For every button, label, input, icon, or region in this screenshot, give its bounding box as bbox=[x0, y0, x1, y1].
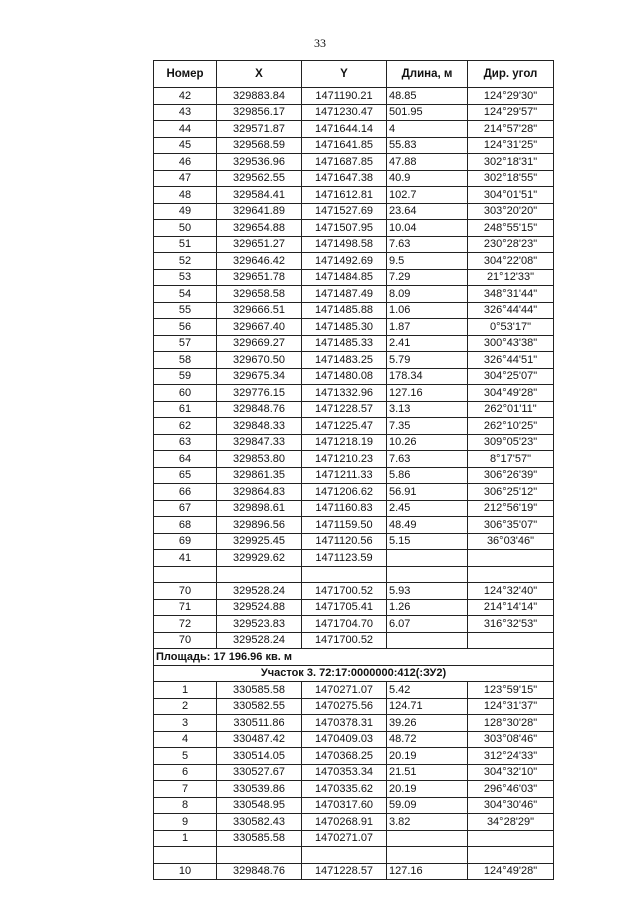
cell-number: 6 bbox=[154, 764, 217, 781]
cell-y: 1471705.41 bbox=[302, 599, 387, 616]
table-body bbox=[154, 88, 554, 880]
cell-y: 1471700.52 bbox=[302, 583, 387, 600]
cell-angle: 296°46'03" bbox=[468, 781, 554, 798]
cell-y: 1471507.95 bbox=[302, 220, 387, 237]
cell-x: 330511.86 bbox=[217, 715, 302, 732]
cell-number: 55 bbox=[154, 302, 217, 319]
table-row bbox=[154, 863, 554, 880]
cell-x: 329528.24 bbox=[217, 583, 302, 600]
cell-length: 59.09 bbox=[387, 797, 468, 814]
cell-y: 1470353.34 bbox=[302, 764, 387, 781]
cell-number: 9 bbox=[154, 814, 217, 831]
table-row bbox=[154, 830, 554, 847]
table-row bbox=[154, 418, 554, 435]
cell-x: 329646.42 bbox=[217, 253, 302, 270]
cell-angle: 124°31'37" bbox=[468, 698, 554, 715]
cell-y: 1470268.91 bbox=[302, 814, 387, 831]
cell-length: 1.87 bbox=[387, 319, 468, 336]
cell-y: 1471159.50 bbox=[302, 517, 387, 534]
blank-cell bbox=[468, 566, 554, 583]
cell-angle: 124°32'40" bbox=[468, 583, 554, 600]
cell-y: 1471228.57 bbox=[302, 863, 387, 880]
cell-length bbox=[387, 632, 468, 649]
cell-x: 330487.42 bbox=[217, 731, 302, 748]
cell-x: 329848.33 bbox=[217, 418, 302, 435]
table-row bbox=[154, 731, 554, 748]
cell-angle bbox=[468, 632, 554, 649]
cell-angle: 326°44'44" bbox=[468, 302, 554, 319]
cell-length: 127.16 bbox=[387, 385, 468, 402]
table-row bbox=[154, 220, 554, 237]
cell-length: 7.63 bbox=[387, 236, 468, 253]
cell-number: 69 bbox=[154, 533, 217, 550]
cell-number: 66 bbox=[154, 484, 217, 501]
cell-y: 1471527.69 bbox=[302, 203, 387, 220]
cell-x: 330548.95 bbox=[217, 797, 302, 814]
cell-angle: 304°49'28" bbox=[468, 385, 554, 402]
cell-y: 1471492.69 bbox=[302, 253, 387, 270]
cell-angle: 262°10'25" bbox=[468, 418, 554, 435]
cell-number: 5 bbox=[154, 748, 217, 765]
cell-length: 48.85 bbox=[387, 88, 468, 105]
table-row bbox=[154, 451, 554, 468]
cell-number: 47 bbox=[154, 170, 217, 187]
cell-number: 67 bbox=[154, 500, 217, 517]
cell-angle: 302°18'55" bbox=[468, 170, 554, 187]
cell-x: 329669.27 bbox=[217, 335, 302, 352]
table-row bbox=[154, 88, 554, 105]
table-row bbox=[154, 434, 554, 451]
cell-length: 1.06 bbox=[387, 302, 468, 319]
cell-x: 329861.35 bbox=[217, 467, 302, 484]
cell-x: 330585.58 bbox=[217, 682, 302, 699]
header-number: Номер bbox=[154, 61, 217, 88]
cell-length: 20.19 bbox=[387, 781, 468, 798]
cell-number: 49 bbox=[154, 203, 217, 220]
cell-length: 39.26 bbox=[387, 715, 468, 732]
cell-y: 1471484.85 bbox=[302, 269, 387, 286]
table-row bbox=[154, 632, 554, 649]
cell-angle: 123°59'15" bbox=[468, 682, 554, 699]
cell-length: 3.82 bbox=[387, 814, 468, 831]
cell-x: 329562.55 bbox=[217, 170, 302, 187]
blank-cell bbox=[154, 566, 217, 583]
cell-x: 329536.96 bbox=[217, 154, 302, 171]
cell-y: 1470335.62 bbox=[302, 781, 387, 798]
table-row bbox=[154, 170, 554, 187]
cell-y: 1471218.19 bbox=[302, 434, 387, 451]
cell-x: 329667.40 bbox=[217, 319, 302, 336]
blank-cell bbox=[387, 566, 468, 583]
page-number: 33 bbox=[314, 36, 326, 50]
cell-angle: 348°31'44" bbox=[468, 286, 554, 303]
cell-length: 501.95 bbox=[387, 104, 468, 121]
table-row bbox=[154, 236, 554, 253]
cell-angle: 309°05'23" bbox=[468, 434, 554, 451]
cell-x: 329675.34 bbox=[217, 368, 302, 385]
cell-angle: 304°22'08" bbox=[468, 253, 554, 270]
cell-y: 1471228.57 bbox=[302, 401, 387, 418]
table-row bbox=[154, 269, 554, 286]
cell-number: 72 bbox=[154, 616, 217, 633]
cell-length bbox=[387, 830, 468, 847]
table-row bbox=[154, 484, 554, 501]
cell-y: 1471487.49 bbox=[302, 286, 387, 303]
cell-y: 1470368.25 bbox=[302, 748, 387, 765]
table-row bbox=[154, 467, 554, 484]
cell-length bbox=[387, 550, 468, 567]
cell-number: 42 bbox=[154, 88, 217, 105]
cell-x: 329856.17 bbox=[217, 104, 302, 121]
cell-y: 1470271.07 bbox=[302, 682, 387, 699]
cell-angle: 306°26'39" bbox=[468, 467, 554, 484]
table-row bbox=[154, 335, 554, 352]
cell-x: 329651.78 bbox=[217, 269, 302, 286]
section-title-row bbox=[154, 665, 554, 682]
table-row bbox=[154, 616, 554, 633]
cell-angle bbox=[468, 550, 554, 567]
cell-x: 329571.87 bbox=[217, 121, 302, 138]
cell-x: 330514.05 bbox=[217, 748, 302, 765]
cell-length: 5.15 bbox=[387, 533, 468, 550]
cell-length: 20.19 bbox=[387, 748, 468, 765]
cell-length: 47.88 bbox=[387, 154, 468, 171]
table-row bbox=[154, 682, 554, 699]
cell-number: 50 bbox=[154, 220, 217, 237]
cell-angle: 306°25'12" bbox=[468, 484, 554, 501]
cell-y: 1470271.07 bbox=[302, 830, 387, 847]
cell-y: 1471332.96 bbox=[302, 385, 387, 402]
table-row bbox=[154, 137, 554, 154]
cell-length: 3.13 bbox=[387, 401, 468, 418]
cell-number: 58 bbox=[154, 352, 217, 369]
cell-number: 57 bbox=[154, 335, 217, 352]
table-row bbox=[154, 385, 554, 402]
cell-number: 8 bbox=[154, 797, 217, 814]
cell-y: 1471641.85 bbox=[302, 137, 387, 154]
cell-length: 8.09 bbox=[387, 286, 468, 303]
cell-number: 4 bbox=[154, 731, 217, 748]
cell-y: 1470378.31 bbox=[302, 715, 387, 732]
cell-number: 52 bbox=[154, 253, 217, 270]
blank-cell bbox=[302, 566, 387, 583]
cell-number: 48 bbox=[154, 187, 217, 204]
cell-length: 5.86 bbox=[387, 467, 468, 484]
cell-number: 71 bbox=[154, 599, 217, 616]
cell-length: 7.35 bbox=[387, 418, 468, 435]
cell-y: 1471644.14 bbox=[302, 121, 387, 138]
cell-x: 329523.83 bbox=[217, 616, 302, 633]
cell-angle: 303°08'46" bbox=[468, 731, 554, 748]
table-row bbox=[154, 748, 554, 765]
cell-number: 1 bbox=[154, 682, 217, 699]
cell-number: 63 bbox=[154, 434, 217, 451]
cell-number: 2 bbox=[154, 698, 217, 715]
area-summary-row bbox=[154, 649, 554, 666]
cell-angle: 304°01'51" bbox=[468, 187, 554, 204]
cell-x: 329670.50 bbox=[217, 352, 302, 369]
cell-x: 330582.55 bbox=[217, 698, 302, 715]
cell-length: 23.64 bbox=[387, 203, 468, 220]
table-row bbox=[154, 500, 554, 517]
cell-y: 1470409.03 bbox=[302, 731, 387, 748]
cell-angle: 304°30'46" bbox=[468, 797, 554, 814]
cell-angle: 212°56'19" bbox=[468, 500, 554, 517]
cell-number: 43 bbox=[154, 104, 217, 121]
cell-y: 1471211.33 bbox=[302, 467, 387, 484]
cell-y: 1471498.58 bbox=[302, 236, 387, 253]
cell-angle: 312°24'33" bbox=[468, 748, 554, 765]
blank-cell bbox=[387, 847, 468, 864]
table-row bbox=[154, 550, 554, 567]
cell-y: 1471206.62 bbox=[302, 484, 387, 501]
table-row bbox=[154, 401, 554, 418]
cell-x: 329848.76 bbox=[217, 863, 302, 880]
cell-number: 56 bbox=[154, 319, 217, 336]
table-row bbox=[154, 352, 554, 369]
blank-cell bbox=[217, 847, 302, 864]
header-x: X bbox=[217, 61, 302, 88]
cell-length: 5.79 bbox=[387, 352, 468, 369]
table-row bbox=[154, 781, 554, 798]
table-row bbox=[154, 764, 554, 781]
cell-x: 329848.76 bbox=[217, 401, 302, 418]
cell-angle: 36°03'46" bbox=[468, 533, 554, 550]
cell-x: 329929.62 bbox=[217, 550, 302, 567]
cell-angle: 214°57'28" bbox=[468, 121, 554, 138]
table-row bbox=[154, 599, 554, 616]
blank-cell bbox=[217, 566, 302, 583]
cell-x: 329898.61 bbox=[217, 500, 302, 517]
cell-x: 329641.89 bbox=[217, 203, 302, 220]
cell-angle: 124°49'28" bbox=[468, 863, 554, 880]
coordinates-table bbox=[153, 60, 554, 880]
cell-length: 127.16 bbox=[387, 863, 468, 880]
cell-length: 5.93 bbox=[387, 583, 468, 600]
table-row bbox=[154, 583, 554, 600]
cell-angle: 304°32'10" bbox=[468, 764, 554, 781]
cell-length: 102.7 bbox=[387, 187, 468, 204]
cell-y: 1471230.47 bbox=[302, 104, 387, 121]
cell-angle bbox=[468, 830, 554, 847]
cell-number: 70 bbox=[154, 583, 217, 600]
cell-y: 1471210.23 bbox=[302, 451, 387, 468]
cell-length: 21.51 bbox=[387, 764, 468, 781]
cell-x: 329584.41 bbox=[217, 187, 302, 204]
cell-number: 10 bbox=[154, 863, 217, 880]
cell-y: 1471612.81 bbox=[302, 187, 387, 204]
table-header-row bbox=[154, 61, 554, 88]
table-row bbox=[154, 286, 554, 303]
table-row bbox=[154, 715, 554, 732]
cell-x: 329666.51 bbox=[217, 302, 302, 319]
cell-number: 46 bbox=[154, 154, 217, 171]
blank-cell bbox=[302, 847, 387, 864]
table-row bbox=[154, 368, 554, 385]
cell-x: 329524.88 bbox=[217, 599, 302, 616]
cell-angle: 230°28'23" bbox=[468, 236, 554, 253]
cell-angle: 34°28'29" bbox=[468, 814, 554, 831]
cell-number: 1 bbox=[154, 830, 217, 847]
cell-length: 48.72 bbox=[387, 731, 468, 748]
cell-angle: 0°53'17" bbox=[468, 319, 554, 336]
cell-x: 329528.24 bbox=[217, 632, 302, 649]
table-row bbox=[154, 253, 554, 270]
cell-angle: 128°30'28" bbox=[468, 715, 554, 732]
cell-y: 1471687.85 bbox=[302, 154, 387, 171]
cell-x: 329864.83 bbox=[217, 484, 302, 501]
cell-x: 329658.58 bbox=[217, 286, 302, 303]
cell-number: 53 bbox=[154, 269, 217, 286]
cell-y: 1471647.38 bbox=[302, 170, 387, 187]
cell-length: 7.29 bbox=[387, 269, 468, 286]
table-row bbox=[154, 187, 554, 204]
table-row bbox=[154, 797, 554, 814]
table-row bbox=[154, 319, 554, 336]
cell-number: 59 bbox=[154, 368, 217, 385]
cell-angle: 124°31'25" bbox=[468, 137, 554, 154]
cell-length: 2.41 bbox=[387, 335, 468, 352]
cell-number: 68 bbox=[154, 517, 217, 534]
table-row bbox=[154, 814, 554, 831]
cell-length: 124.71 bbox=[387, 698, 468, 715]
table-row bbox=[154, 533, 554, 550]
cell-x: 329568.59 bbox=[217, 137, 302, 154]
cell-angle: 248°55'15" bbox=[468, 220, 554, 237]
cell-y: 1471225.47 bbox=[302, 418, 387, 435]
cell-length: 56.91 bbox=[387, 484, 468, 501]
cell-number: 61 bbox=[154, 401, 217, 418]
cell-length: 10.26 bbox=[387, 434, 468, 451]
cell-number: 60 bbox=[154, 385, 217, 402]
cell-length: 1.26 bbox=[387, 599, 468, 616]
cell-angle: 124°29'57" bbox=[468, 104, 554, 121]
cell-length: 178.34 bbox=[387, 368, 468, 385]
header-angle: Дир. угол bbox=[468, 61, 554, 88]
cell-x: 329776.15 bbox=[217, 385, 302, 402]
cell-y: 1471120.56 bbox=[302, 533, 387, 550]
cell-y: 1471704.70 bbox=[302, 616, 387, 633]
section-title: Участок 3. 72:17:0000000:412(:ЗУ2) bbox=[154, 665, 554, 682]
cell-angle: 8°17'57" bbox=[468, 451, 554, 468]
cell-x: 329883.84 bbox=[217, 88, 302, 105]
cell-angle: 306°35'07" bbox=[468, 517, 554, 534]
cell-x: 330539.86 bbox=[217, 781, 302, 798]
cell-x: 330582.43 bbox=[217, 814, 302, 831]
cell-number: 62 bbox=[154, 418, 217, 435]
cell-x: 330527.67 bbox=[217, 764, 302, 781]
table-row bbox=[154, 121, 554, 138]
cell-y: 1470275.56 bbox=[302, 698, 387, 715]
table-row bbox=[154, 517, 554, 534]
cell-y: 1471123.59 bbox=[302, 550, 387, 567]
table-row bbox=[154, 203, 554, 220]
cell-angle: 304°25'07" bbox=[468, 368, 554, 385]
cell-angle: 302°18'31" bbox=[468, 154, 554, 171]
cell-y: 1471160.83 bbox=[302, 500, 387, 517]
cell-length: 2.45 bbox=[387, 500, 468, 517]
blank-cell bbox=[154, 847, 217, 864]
cell-x: 329925.45 bbox=[217, 533, 302, 550]
cell-x: 329654.88 bbox=[217, 220, 302, 237]
cell-x: 329896.56 bbox=[217, 517, 302, 534]
cell-x: 330585.58 bbox=[217, 830, 302, 847]
cell-y: 1471483.25 bbox=[302, 352, 387, 369]
cell-number: 70 bbox=[154, 632, 217, 649]
cell-angle: 21°12'33" bbox=[468, 269, 554, 286]
area-summary: Площадь: 17 196.96 кв. м bbox=[154, 649, 554, 666]
cell-length: 48.49 bbox=[387, 517, 468, 534]
table-row bbox=[154, 104, 554, 121]
blank-row bbox=[154, 566, 554, 583]
cell-angle: 262°01'11" bbox=[468, 401, 554, 418]
cell-angle: 214°14'14" bbox=[468, 599, 554, 616]
table-row bbox=[154, 302, 554, 319]
header-y: Y bbox=[302, 61, 387, 88]
cell-number: 3 bbox=[154, 715, 217, 732]
cell-angle: 300°43'38" bbox=[468, 335, 554, 352]
cell-y: 1471485.30 bbox=[302, 319, 387, 336]
cell-y: 1471700.52 bbox=[302, 632, 387, 649]
cell-length: 4 bbox=[387, 121, 468, 138]
cell-y: 1470317.60 bbox=[302, 797, 387, 814]
table-row bbox=[154, 698, 554, 715]
cell-number: 51 bbox=[154, 236, 217, 253]
cell-length: 40.9 bbox=[387, 170, 468, 187]
cell-x: 329853.80 bbox=[217, 451, 302, 468]
cell-number: 44 bbox=[154, 121, 217, 138]
cell-number: 41 bbox=[154, 550, 217, 567]
cell-y: 1471485.88 bbox=[302, 302, 387, 319]
cell-number: 65 bbox=[154, 467, 217, 484]
header-length: Длина, м bbox=[387, 61, 468, 88]
cell-x: 329847.33 bbox=[217, 434, 302, 451]
blank-row bbox=[154, 847, 554, 864]
cell-y: 1471190.21 bbox=[302, 88, 387, 105]
cell-angle: 303°20'20" bbox=[468, 203, 554, 220]
cell-number: 54 bbox=[154, 286, 217, 303]
cell-number: 64 bbox=[154, 451, 217, 468]
blank-cell bbox=[468, 847, 554, 864]
cell-angle: 316°32'53" bbox=[468, 616, 554, 633]
cell-length: 7.63 bbox=[387, 451, 468, 468]
cell-length: 5.42 bbox=[387, 682, 468, 699]
cell-length: 9.5 bbox=[387, 253, 468, 270]
cell-number: 45 bbox=[154, 137, 217, 154]
table-row bbox=[154, 154, 554, 171]
cell-y: 1471485.33 bbox=[302, 335, 387, 352]
cell-length: 55.83 bbox=[387, 137, 468, 154]
cell-number: 7 bbox=[154, 781, 217, 798]
cell-angle: 326°44'51" bbox=[468, 352, 554, 369]
cell-angle: 124°29'30" bbox=[468, 88, 554, 105]
cell-y: 1471480.08 bbox=[302, 368, 387, 385]
cell-x: 329651.27 bbox=[217, 236, 302, 253]
cell-length: 6.07 bbox=[387, 616, 468, 633]
cell-length: 10.04 bbox=[387, 220, 468, 237]
